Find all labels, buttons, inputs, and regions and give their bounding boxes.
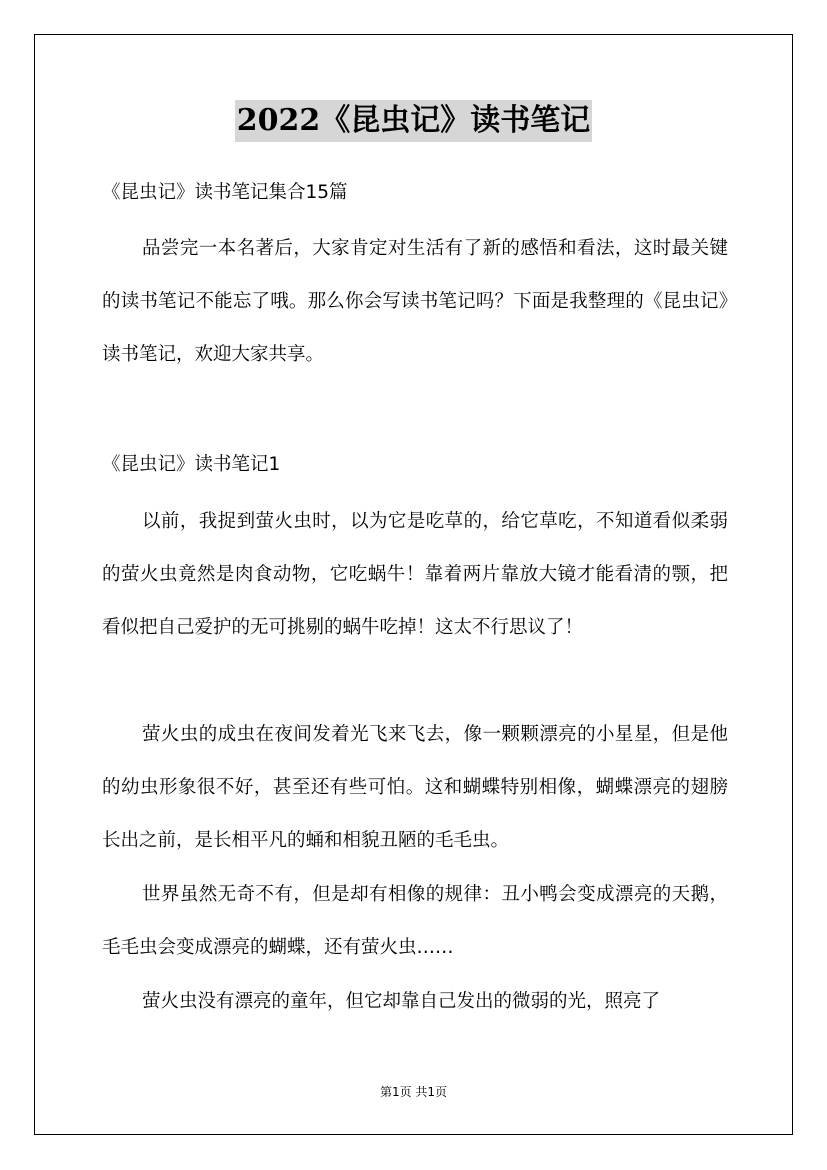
subtitle: 《昆虫记》读书笔记集合15篇 [102,182,348,203]
page-footer: 第1页 共1页 [379,1085,448,1099]
body-paragraph: 萤火虫的成虫在夜间发着光飞来飞去，像一颗颗漂亮的小星星，但是他的幼虫形象很不好，甚至还有些可怕。这和蝴蝶特别相像，蝴蝶漂亮的翅膀长出之前，是长相平凡的蛹和相貌丑陋的毛毛虫。 [102,724,728,851]
section-heading: 《昆虫记》读书笔记1 [102,454,281,475]
body-paragraph: 世界虽然无奇不有，但是却有相像的规律：丑小鸭会变成漂亮的天鹅，毛毛虫会变成漂亮的蝴蝶，还有萤火虫…… [102,884,728,958]
title-container [0,100,827,142]
body-paragraph: 以前，我捉到萤火虫时，以为它是吃草的，给它草吃，不知道看似柔弱的萤火虫竟然是肉食动物，它吃蜗牛！靠着两片靠放大镜才能看清的颚，把看似把自己爱护的无可挑剔的蜗牛吃掉！这太不行思议了！ [102,511,728,638]
intro-paragraph: 品尝完一本名著后，大家肯定对生活有了新的感悟和看法，这时最关键的读书笔记不能忘了哦。那么你会写读书笔记吗？下面是我整理的《昆虫记》读书笔记，欢迎大家共享。 [102,238,728,365]
document-title: 2022《昆虫记》读书笔记 [235,100,593,142]
body-paragraph: 萤火虫没有漂亮的童年，但它却靠自己发出的微弱的光，照亮了 [142,991,661,1012]
